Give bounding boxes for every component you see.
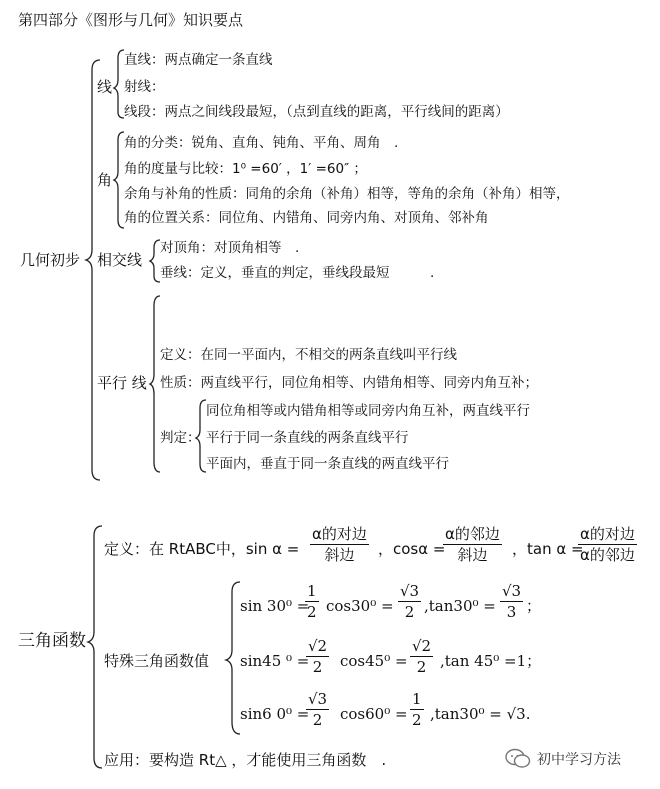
cos30-label: cos30⁰ =	[326, 597, 394, 615]
angle-item-1: 角的分类：锐角、直角、钝角、平角、周角 .	[124, 135, 399, 151]
sin45-denominator: 2	[312, 658, 323, 676]
tan-def-numerator: α的对边	[580, 525, 635, 543]
line-item-3: 线段：两点之间线段最短，（点到直线的距离，平行线间的距离）	[124, 104, 509, 120]
tan30-numerator: √3	[502, 582, 522, 600]
fraction-sin45	[306, 636, 329, 677]
definition-prefix: 定义：在 RtABC中，sin α =	[104, 540, 300, 558]
judge-item-3: 平面内，垂直于同一条直线的两直线平行	[206, 456, 449, 472]
label-special-values: 特殊三角函数值	[104, 652, 210, 670]
parallel-definition: 定义：在同一平面内，不相交的两条直线叫平行线	[160, 347, 457, 363]
line-item-2: 射线：	[124, 79, 165, 95]
cos-def-numerator: α的邻边	[445, 525, 500, 543]
sin45-numerator: √2	[308, 637, 328, 655]
definition-cos-label: ，cosα =	[378, 540, 446, 558]
fraction-sin30	[305, 581, 319, 622]
intersect-item-2: 垂线：定义，垂直的判定，垂线段最短 .	[160, 265, 435, 281]
fraction-tan30	[500, 581, 523, 622]
fraction-cos30	[398, 581, 421, 622]
label-parallel: 平行 线	[97, 374, 147, 392]
wechat-icon	[505, 748, 531, 770]
tan30-label: ,tan30⁰ =	[424, 597, 496, 615]
root-geometry-basics: 几何初步	[20, 251, 81, 269]
fraction-tan-def	[578, 524, 637, 565]
sin-def-numerator: α的对边	[312, 525, 367, 543]
intersect-item-1: 对顶角：对顶角相等 .	[160, 240, 300, 256]
sin30-denominator: 2	[307, 603, 317, 621]
cos30-denominator: 2	[404, 603, 415, 621]
application: 应用：要构造 Rt△ ，才能使用三角函数 .	[104, 751, 387, 769]
parallel-property: 性质：两直线平行，同位角相等、内错角相等、同旁内角互补；	[160, 375, 538, 391]
tan30-denominator: 3	[506, 603, 517, 621]
angle-item-2: 角的度量与比较：1⁰ =60′ ，1′ =60″ ；	[124, 161, 367, 177]
sin60-numerator: √3	[308, 690, 328, 708]
root-trig: 三角函数	[18, 631, 86, 651]
label-angle: 角	[97, 171, 113, 189]
label-line: 线	[97, 78, 113, 96]
fraction-sin-def	[310, 524, 369, 565]
sin30-label: sin 30⁰ =	[240, 597, 310, 615]
judge-item-2: 平行于同一条直线的两条直线平行	[206, 430, 409, 446]
bracket-intersect	[150, 240, 160, 282]
angle-item-4: 角的位置关系：同位角、内错角、同旁内角、对顶角、邻补角	[124, 210, 489, 226]
cos60-denominator: 2	[412, 711, 422, 729]
fraction-sin60	[306, 689, 329, 730]
fraction-cos45	[410, 636, 433, 677]
cos30-numerator: √3	[400, 582, 420, 600]
sin30-numerator: 1	[307, 582, 317, 600]
tan-def-denominator: α的邻边	[580, 546, 635, 564]
watermark	[505, 748, 621, 770]
cos45-denominator: 2	[416, 658, 427, 676]
cos60-numerator: 1	[412, 690, 422, 708]
line-item-1: 直线：两点确定一条直线	[124, 52, 273, 68]
cos45-label: cos45⁰ =	[340, 652, 408, 670]
bracket-angle	[114, 132, 124, 228]
sin45-label: sin45 ⁰ =	[240, 652, 310, 670]
sin60-denominator: 2	[312, 711, 323, 729]
label-judge: 判定：	[160, 430, 201, 446]
cos45-numerator: √2	[412, 637, 432, 655]
sin60-label: sin6 0⁰ =	[240, 705, 310, 723]
row1-end: ；	[526, 597, 542, 615]
watermark-text: 初中学习方法	[537, 752, 621, 768]
page-title: 第四部分《图形与几何》知识要点	[18, 11, 244, 29]
bracket-line	[114, 50, 124, 118]
cos-def-denominator: 斜边	[457, 546, 488, 564]
tan45-label: ,tan 45⁰ =1；	[440, 652, 542, 670]
angle-item-3: 余角与补角的性质：同角的余角（补角）相等，等角的余角（补角）相等，	[124, 186, 570, 202]
bracket-special	[226, 582, 240, 734]
fraction-cos-def	[443, 524, 502, 565]
bracket-trig	[88, 526, 102, 768]
sin-def-denominator: 斜边	[324, 546, 355, 564]
fraction-cos60	[410, 689, 424, 730]
label-intersect: 相交线	[97, 251, 143, 269]
bracket-parallel	[150, 296, 160, 472]
judge-item-1: 同位角相等或内错角相等或同旁内角互补，两直线平行	[206, 403, 530, 419]
tan60-label: ,tan30⁰ = √3.	[430, 705, 531, 723]
cos60-label: cos60⁰ =	[340, 705, 408, 723]
definition-tan-label: ，tan α =	[512, 540, 584, 558]
bracket-geometry-basics	[86, 60, 100, 480]
